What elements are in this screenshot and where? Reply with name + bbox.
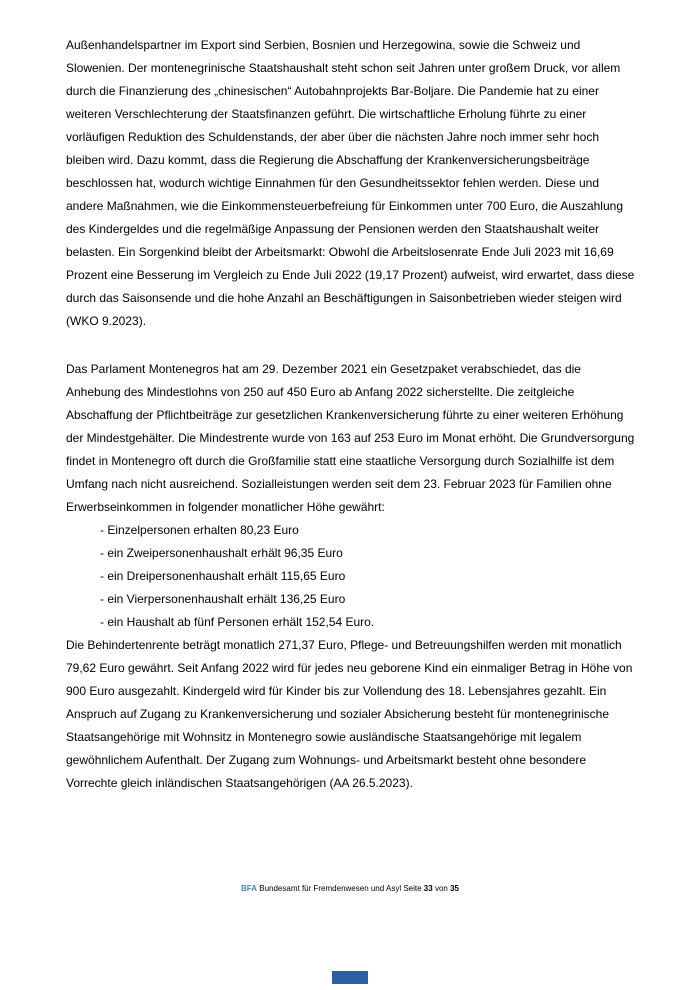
benefits-list-item: - ein Haushalt ab fünf Personen erhält 152,54 Euro.: [100, 615, 375, 629]
benefits-list-item: - ein Zweipersonenhaushalt erhält 96,35 Euro: [100, 546, 343, 560]
page-body: [66, 34, 636, 795]
paragraph-social-benefits-intro: Das Parlament Montenegros hat am 29. Dezember 2021 ein Gesetzpaket verabschiedet, das die Anhebung des Mindestlohns von 250 auf 450 Euro ab Anfang 2022 sicherstellte. Die zeitgleiche Abschaffung der Pflichtbeiträge zur gesetzlichen Krankenversicherung führte zu einer weiteren Erhöhung der Mindestgehälter. Die Mindestrente wurde von 163 auf 253 Euro im Monat erhöht. Die Grundversorgung findet in Montenegro oft durch die Großfamilie statt eine staatliche Versorgung durch Sozialhilfe ist dem Umfang nach nicht ausreichend. Sozialleistungen werden seit dem 23. Februar 2023 für Familien ohne Erwerbseinkommen in folgender monatlicher Höhe gewährt:: [66, 362, 635, 514]
footer-org-name: Bundesamt für Fremdenwesen und Asyl Seite: [259, 884, 422, 893]
footer-org-abbreviation: BFA: [241, 884, 258, 893]
footer-page-number: 33: [423, 884, 433, 893]
benefits-list-item: - ein Vierpersonenhaushalt erhält 136,25 Euro: [100, 592, 346, 606]
benefits-list: [66, 519, 636, 634]
paragraph-economy: Außenhandelspartner im Export sind Serbien, Bosnien und Herzegowina, sowie die Schweiz und Slowenien. Der montenegrinische Staatshaushalt steht schon seit Jahren unter großem Druck, vor allem durch die Finanzierung des „chinesischen“ Autobahnprojekts Bar-Boljare. Die Pandemie hat zu einer weiteren Verschlechterung der Staatsfinanzen geführt. Die wirtschaftliche Erholung führte zu einer vorläufigen Reduktion des Schuldenstands, der aber über die nächsten Jahre noch immer sehr hoch bleiben wird. Dazu kommt, dass die Regierung die Abschaffung der Krankenversicherungsbeiträge beschlossen hat, wodurch wichtige Einnahmen für den Gesundheitssektor fehlen werden. Diese und andere Maßnahmen, wie die Einkommensteuerbefreiung für Einkommen unter 700 Euro, die Auszahlung des Kindergeldes und die regelmäßige Anpassung der Pensionen werden den Staatshaushalt weiter belasten. Ein Sorgenkind bleibt der Arbeitsmarkt: Obwohl die Arbeitslosenrate Ende Juli 2023 mit 16,69 Prozent eine Besserung im Vergleich zu Ende Juli 2022 (19,17 Prozent) aufweist, wird erwartet, dass diese durch das Saisonsende und die hohe Anzahl an Beschäftigungen in Saisonbetrieben wieder steigen wird (WKO 9.2023).: [66, 38, 635, 328]
paragraph-social-benefits-continued: Die Behindertenrente beträgt monatlich 271,37 Euro, Pflege- und Betreuungshilfen werden mit monatlich 79,62 Euro gewährt. Seit Anfang 2022 wird für jedes neu geborene Kind ein einmaliger Betrag in Höhe von 900 Euro ausgezahlt. Kindergeld wird für Kinder bis zur Vollendung des 18. Lebensjahres gezahlt. Ein Anspruch auf Zugang zu Krankenversicherung und sozialer Absicherung besteht für montenegrinische Staatsangehörige mit Wohnsitz in Montenegro sowie ausländische Staatsangehörige mit legalem gewöhnlichem Aufenthalt. Der Zugang zum Wohnungs- und Arbeitsmarkt besteht ohne besondere Vorrechte gleich inländischen Staatsangehörigen (AA 26.5.2023).: [66, 638, 633, 790]
footer-page-separator: von: [434, 884, 448, 893]
page-footer: [0, 884, 700, 894]
benefits-list-item: - ein Dreipersonenhaushalt erhält 115,65 Euro: [100, 569, 346, 583]
footer-logo-mark: [332, 971, 368, 984]
footer-page-total: 35: [450, 884, 459, 893]
benefits-list-item: - Einzelpersonen erhalten 80,23 Euro: [100, 523, 299, 537]
